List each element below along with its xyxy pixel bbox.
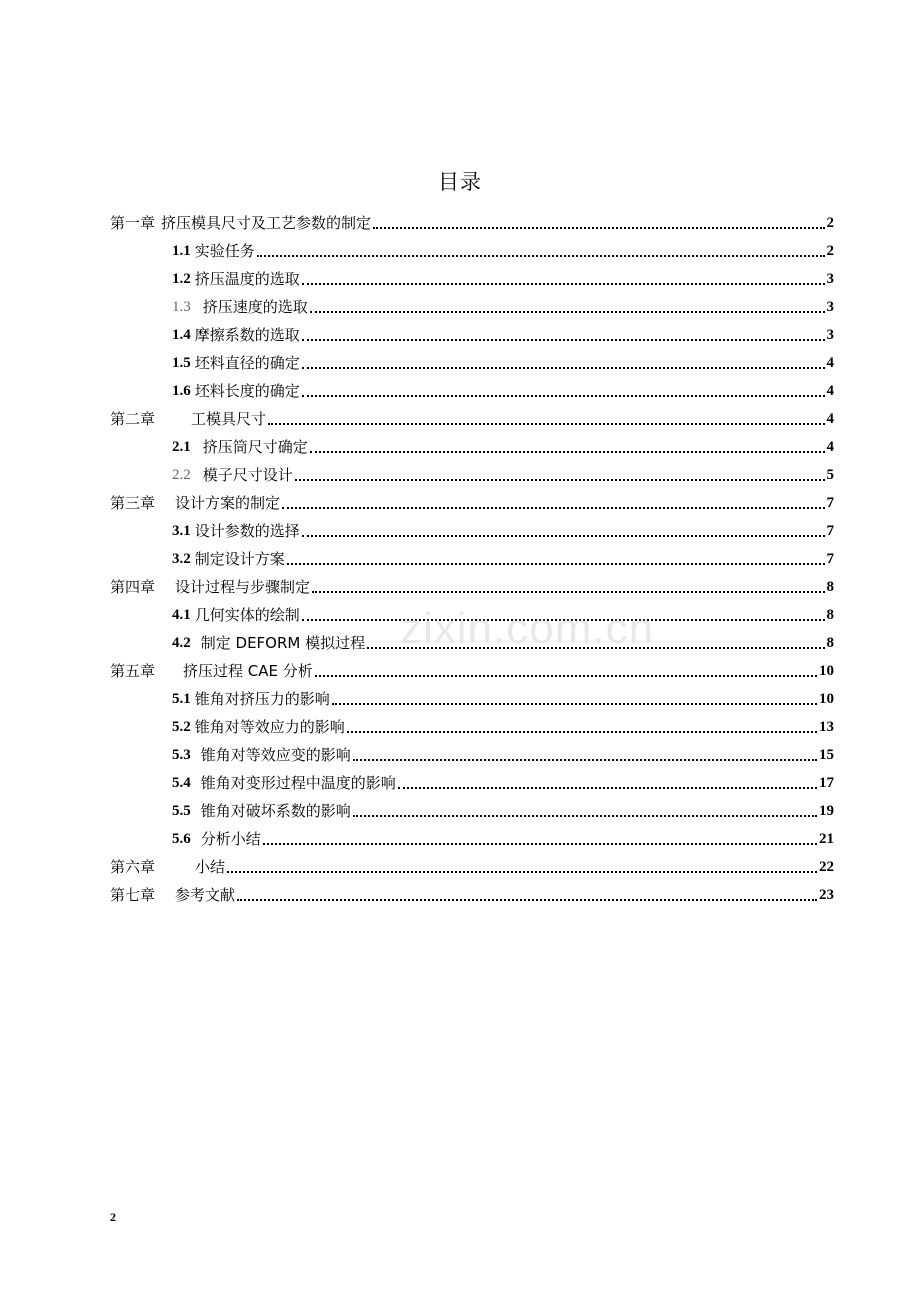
toc-entry-number: 1.3 — [172, 299, 191, 315]
toc-entry-chapter-6[interactable] — [110, 851, 834, 877]
toc-entry-number: 第三章 — [110, 494, 156, 512]
toc-entry-page: 8 — [826, 579, 834, 595]
toc-entry-1-6[interactable] — [172, 375, 834, 401]
dot-leader — [302, 339, 825, 341]
toc-entry-chapter-5[interactable] — [110, 655, 834, 681]
toc-entry-title: 设计过程与步骤制定 — [175, 578, 311, 596]
toc-entry-title: 锥角对等效应力的影响 — [194, 718, 345, 736]
toc-entry-number: 5.1 — [172, 691, 191, 707]
toc-entry-page: 3 — [826, 327, 834, 343]
toc-entry-1-3[interactable] — [172, 291, 834, 317]
toc-entry-number: 1.6 — [172, 383, 191, 399]
dot-leader — [312, 591, 824, 593]
toc-entry-number: 3.2 — [172, 551, 191, 567]
toc-entry-1-4[interactable] — [172, 319, 834, 345]
toc-entry-title: 模子尺寸设计 — [202, 466, 293, 484]
toc-entry-1-1[interactable] — [172, 235, 834, 261]
toc-entry-number: 5.6 — [172, 831, 191, 847]
toc-entry-title: 锥角对等效应变的影响 — [200, 746, 351, 764]
toc-entry-chapter-4[interactable] — [110, 571, 834, 597]
toc-entry-title: 工模具尺寸 — [191, 410, 267, 428]
toc-entry-title: 挤压速度的选取 — [202, 298, 308, 316]
toc-entry-number: 4.1 — [172, 607, 191, 623]
dot-leader — [332, 703, 817, 705]
toc-entry-5-3[interactable] — [172, 739, 834, 765]
toc-entry-chapter-3[interactable] — [110, 487, 834, 513]
toc-entry-page: 3 — [826, 271, 834, 287]
toc-entry-number: 4.2 — [172, 635, 191, 651]
toc-entry-number: 5.2 — [172, 719, 191, 735]
toc-entry-number: 1.5 — [172, 355, 191, 371]
dot-leader — [302, 535, 825, 537]
toc-entry-page: 22 — [819, 859, 834, 875]
toc-entry-page: 4 — [826, 439, 834, 455]
toc-entry-page: 4 — [826, 355, 834, 371]
toc-entry-title: 小结 — [195, 858, 226, 876]
toc-entry-number: 第五章 — [110, 662, 156, 680]
toc-entry-5-5[interactable] — [172, 795, 834, 821]
toc-entry-2-2[interactable] — [172, 459, 834, 485]
dot-leader — [310, 451, 825, 453]
dot-leader — [310, 311, 825, 313]
dot-leader — [263, 843, 817, 845]
toc-entry-number: 5.3 — [172, 747, 191, 763]
toc-entry-page: 2 — [826, 243, 834, 259]
toc-entry-title: 设计参数的选择 — [194, 522, 300, 540]
toc-entry-page: 3 — [826, 299, 834, 315]
toc-entry-page: 17 — [819, 775, 834, 791]
dot-leader — [257, 255, 825, 257]
toc-entry-title: 锥角对变形过程中温度的影响 — [200, 774, 396, 792]
toc-entry-page: 4 — [826, 411, 834, 427]
toc-entry-3-1[interactable] — [172, 515, 834, 541]
toc-entry-number: 1.2 — [172, 271, 191, 287]
dot-leader — [302, 367, 825, 369]
toc-entry-3-2[interactable] — [172, 543, 834, 569]
toc-entry-1-2[interactable] — [172, 263, 834, 289]
toc-entry-number: 第六章 — [110, 858, 156, 876]
dot-leader — [398, 787, 817, 789]
dot-leader — [353, 759, 817, 761]
toc-entry-page: 8 — [826, 607, 834, 623]
toc-entry-number: 5.4 — [172, 775, 191, 791]
toc-entry-title: 坯料直径的确定 — [194, 354, 300, 372]
dot-leader — [295, 479, 825, 481]
toc-entry-title: 摩擦系数的选取 — [194, 326, 300, 344]
toc-entry-title: 坯料长度的确定 — [194, 382, 300, 400]
toc-entry-title: 实验任务 — [194, 242, 255, 260]
dot-leader — [302, 283, 825, 285]
toc-entry-title: 挤压温度的选取 — [194, 270, 300, 288]
toc-entry-number: 第七章 — [110, 886, 156, 904]
toc-entry-title: 挤压筒尺寸确定 — [202, 438, 308, 456]
toc-entry-title: 挤压模具尺寸及工艺参数的制定 — [161, 214, 372, 232]
toc-entry-title: 设计方案的制定 — [175, 494, 281, 512]
toc-entry-number: 第四章 — [110, 578, 156, 596]
toc-entry-title: 分析小结 — [200, 830, 261, 848]
dot-leader — [287, 563, 825, 565]
toc-entry-chapter-1[interactable] — [110, 207, 834, 233]
dot-leader — [347, 731, 817, 733]
toc-entry-page: 19 — [819, 803, 834, 819]
dot-leader — [302, 395, 825, 397]
dot-leader — [227, 871, 817, 873]
toc-entry-5-1[interactable] — [172, 683, 834, 709]
page-number: 2 — [110, 1210, 116, 1224]
toc-entry-title: 几何实体的绘制 — [194, 606, 300, 624]
dot-leader — [268, 423, 824, 425]
toc-entry-number: 1.1 — [172, 243, 191, 259]
toc-entry-5-4[interactable] — [172, 767, 834, 793]
toc-entry-chapter-7[interactable] — [110, 879, 834, 905]
toc-entry-number: 第一章 — [110, 214, 156, 232]
toc-entry-page: 7 — [826, 495, 834, 511]
toc-entry-page: 7 — [826, 523, 834, 539]
toc-entry-number: 2.1 — [172, 439, 191, 455]
toc-entry-chapter-2[interactable] — [110, 403, 834, 429]
toc-title: 目录 — [438, 170, 482, 194]
toc-entry-page: 2 — [826, 215, 834, 231]
dot-leader — [353, 815, 817, 817]
toc-entry-1-5[interactable] — [172, 347, 834, 373]
toc-entry-page: 13 — [819, 719, 834, 735]
watermark: zixin.com.cn — [400, 604, 655, 653]
toc-entry-number: 1.4 — [172, 327, 191, 343]
toc-entry-2-1[interactable] — [172, 431, 834, 457]
dot-leader — [315, 675, 817, 677]
toc-entry-number: 5.5 — [172, 803, 191, 819]
toc-entry-number: 第二章 — [110, 410, 156, 428]
toc-entry-page: 7 — [826, 551, 834, 567]
dot-leader — [282, 507, 824, 509]
toc-entry-number: 3.1 — [172, 523, 191, 539]
toc-entry-page: 10 — [819, 663, 834, 679]
toc-entry-5-2[interactable] — [172, 711, 834, 737]
toc-entry-page: 8 — [826, 635, 834, 651]
toc-entry-page: 15 — [819, 747, 834, 763]
toc-entry-title: 参考文献 — [175, 886, 236, 904]
toc-entry-page: 4 — [826, 383, 834, 399]
toc-entry-title: 锥角对破坏系数的影响 — [200, 802, 351, 820]
toc-entry-page: 5 — [826, 467, 834, 483]
toc-entry-page: 21 — [819, 831, 834, 847]
toc-entry-page: 23 — [819, 887, 834, 903]
dot-leader — [237, 899, 817, 901]
toc-entry-title: 制定设计方案 — [194, 550, 285, 568]
toc-entry-title: 锥角对挤压力的影响 — [194, 690, 330, 708]
toc-entry-5-6[interactable] — [172, 823, 834, 849]
dot-leader — [373, 227, 824, 229]
toc-entry-number: 2.2 — [172, 467, 191, 483]
toc-entry-title: 挤压过程 CAE 分析 — [183, 662, 313, 680]
toc-entry-title: 制定 DEFORM 模拟过程 — [200, 634, 366, 652]
toc-entry-page: 10 — [819, 691, 834, 707]
